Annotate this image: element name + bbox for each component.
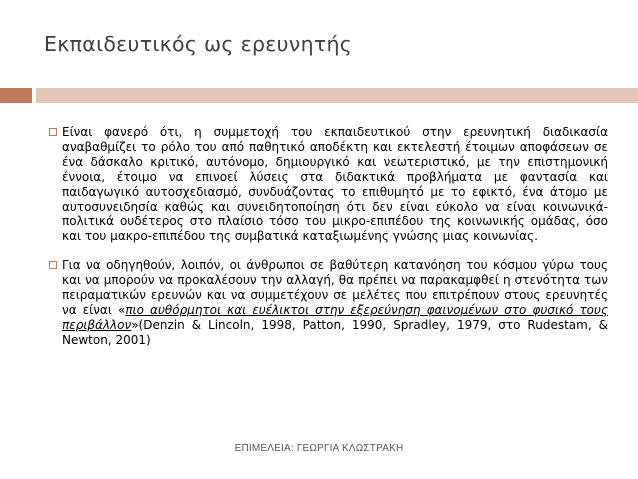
- bullet-square-icon: [49, 261, 57, 269]
- slide-title: Εκπαιδευτικός ως ερευνητής: [44, 32, 353, 56]
- footer-author: ΕΠΙΜΕΛΕΙΑ: ΓΕΩΡΓΙΑ ΚΛΩΣΤΡΑΚΗ: [234, 443, 404, 454]
- paragraph-2: [50, 258, 608, 347]
- paragraph-1: [50, 125, 608, 244]
- title-underline-bar: [36, 88, 638, 103]
- paragraph-2-citation: »(Denzin & Lincoln, 1998, Patton, 1990, Spradley, 1979, στο Rudestam, & Newton, 2001): [62, 317, 608, 347]
- title-underline-accent-bar: [0, 88, 32, 103]
- slide-body: [50, 125, 608, 348]
- paragraph-1-text: Είναι φανερό ότι, η συμμετοχή του εκπαιδευτικού στην ερευνητική διαδικασία αναβαθμίζει το ρόλο του από παθητικό αποδέκτη και εκτελεστή έτοιμων αποφάσεων σε ένα δάσκαλο κριτικό, αυτόνομο, δημιουργικό και νεωτεριστικό, με την επιστημονική έννοια, έτοιμο να επινοεί λύσεις στα διδακτικά προβλήματα με φαντασία και παιδαγωγικό αυτοσχεδιασμό, συνδυάζοντας το επιθυμητό με το εφικτό, ένα άτομο με αυτοσυνειδησία καθώς και συνειδητοποίηση ότι δεν είναι εύκολο να είναι κοινωνικά-πολιτικά ουδέτερος στο πλαίσιο τόσο του μικρο-επιπέδου της κοινωνικής ομάδας, όσο και του μακρο-επιπέδου της συμβατικά καταξιωμένης γνώσης μιας κοινωνίας.: [62, 125, 608, 244]
- paragraph-2-text-before: Για να οδηγηθούν, λοιπόν, οι άνθρωποι σε βαθύτερη κατανόηση του κόσμου γύρω τους και να μπορούν να προκαλέσουν την αλλαγή, θα πρέπει να παρακαμφθεί η στενότητα των πειραματικών ερευνών και να συμμετέχουν σε μελέτες που επιτρέπουν στους ερευνητές να είναι «: [62, 258, 608, 317]
- bullet-square-icon: [49, 128, 57, 136]
- paragraph-2-emphasis: πιο αυθόρμητοι και ευέλικτοι στην εξερεύνηση φαινομένων στο φυσικό τους περιβάλλον: [62, 302, 608, 332]
